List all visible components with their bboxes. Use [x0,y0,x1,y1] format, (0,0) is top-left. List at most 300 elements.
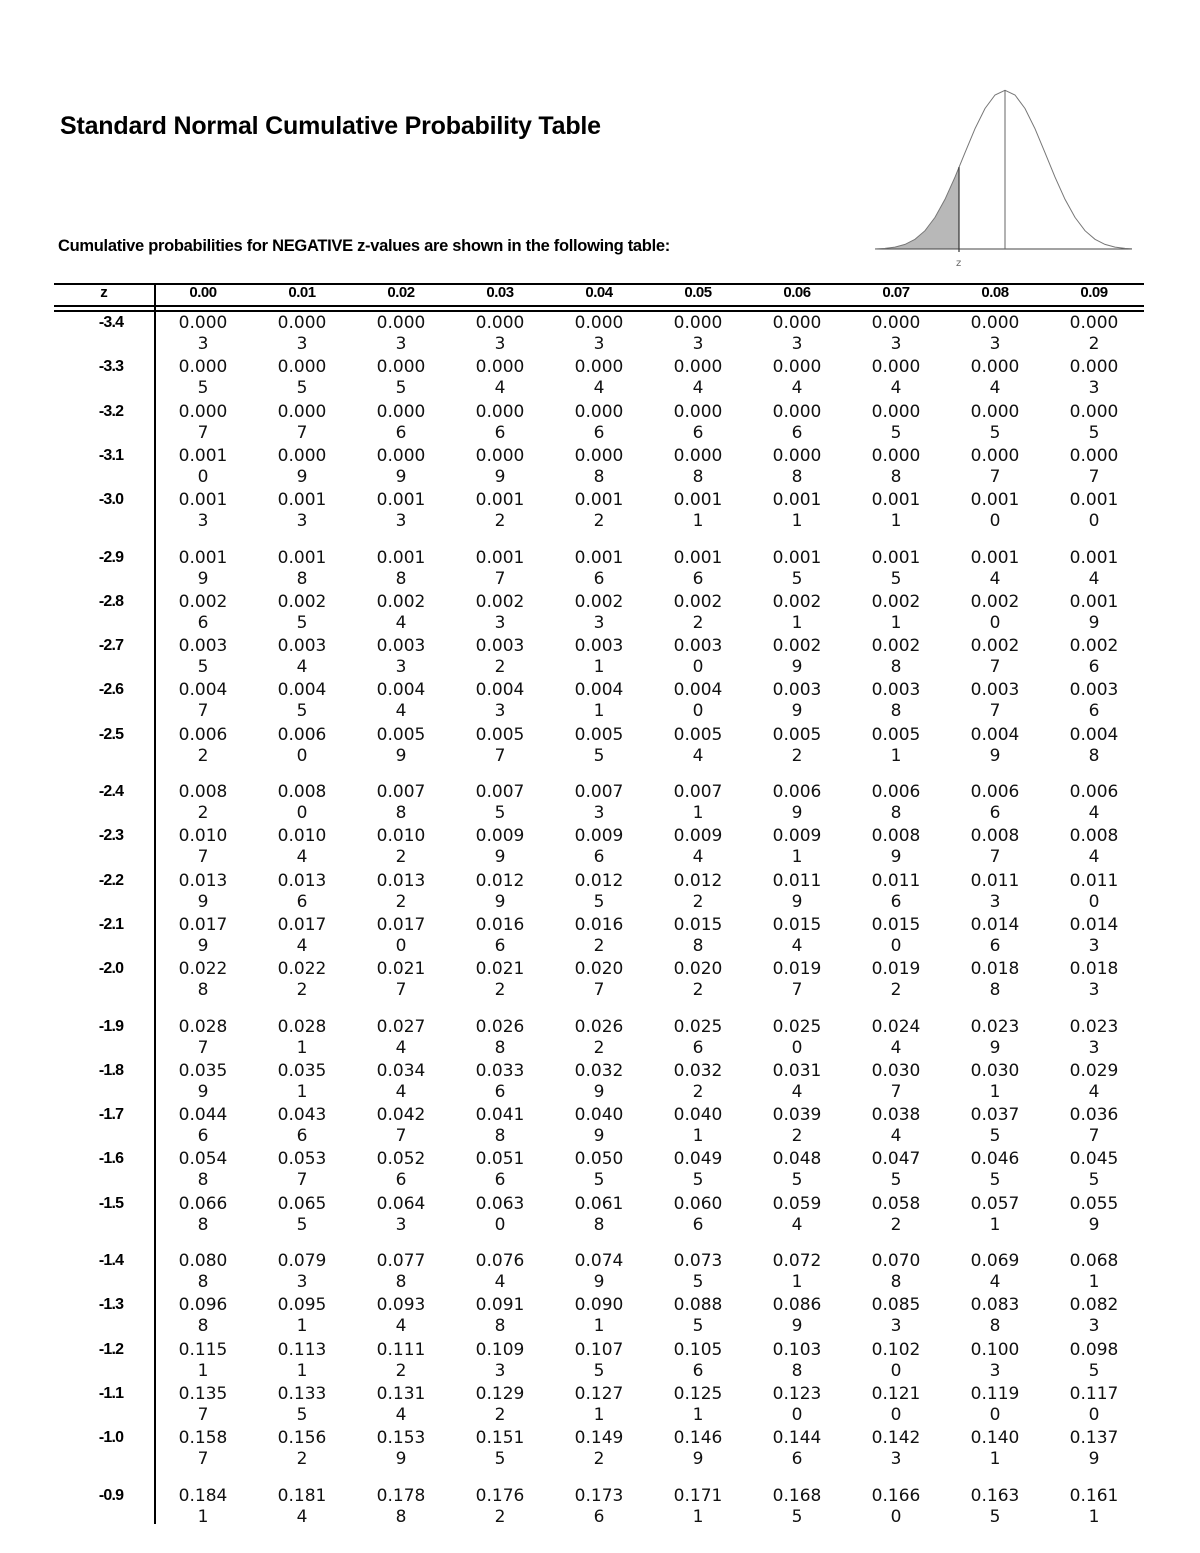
z-value-cell: -2.4 [98,783,124,800]
probability-cell: 0.004 9 [970,724,1020,766]
column-header: 0.07 [882,284,910,301]
probability-cell: 0.000 3 [475,313,525,354]
z-value-cell: -1.2 [98,1340,124,1358]
table-row [54,1017,1144,1061]
probability-cell: 0.004 0 [673,680,723,722]
probability-cell: 0.003 0 [673,636,723,678]
table-row [54,592,1144,636]
column-header: 0.01 [288,284,316,301]
probability-cell: 0.023 9 [970,1016,1020,1058]
probability-cell: 0.001 0 [970,490,1020,532]
probability-cell: 0.000 7 [970,445,1020,487]
probability-cell: 0.002 6 [1069,636,1119,678]
probability-cell: 0.121 0 [871,1383,921,1425]
table-row [54,548,1144,592]
column-header: 0.09 [1080,284,1108,301]
probability-cell: 0.019 7 [772,959,822,1001]
probability-cell: 0.181 4 [277,1485,327,1527]
probability-cell: 0.002 3 [475,591,525,633]
probability-cell: 0.010 4 [277,826,327,868]
probability-cell: 0.043 6 [277,1105,327,1147]
probability-cell: 0.000 3 [574,313,624,354]
probability-cell: 0.001 8 [277,547,327,589]
probability-cell: 0.011 9 [772,870,822,912]
table-row [54,636,1144,680]
probability-cell: 0.004 8 [1069,724,1119,766]
probability-cell: 0.096 8 [178,1295,228,1337]
probability-cell: 0.137 9 [1069,1428,1119,1470]
probability-cell: 0.004 7 [178,680,228,722]
probability-cell: 0.046 5 [970,1149,1020,1191]
probability-cell: 0.006 0 [277,724,327,766]
z-table [54,284,1144,1527]
table-row [54,1486,1144,1530]
probability-cell: 0.012 5 [574,870,624,912]
probability-cell: 0.000 5 [871,401,921,443]
probability-cell: 0.008 9 [871,826,921,868]
table-row [54,446,1144,490]
probability-cell: 0.000 5 [1069,401,1119,443]
probability-cell: 0.054 8 [178,1149,228,1191]
probability-cell: 0.049 5 [673,1149,723,1191]
probability-cell: 0.030 7 [871,1060,921,1102]
probability-cell: 0.038 4 [871,1105,921,1147]
probability-cell: 0.041 8 [475,1105,525,1147]
probability-cell: 0.000 8 [574,445,624,487]
z-value-cell: -0.9 [98,1486,124,1504]
probability-cell: 0.184 1 [178,1485,228,1527]
probability-cell: 0.001 0 [1069,490,1119,532]
probability-cell: 0.001 5 [871,547,921,589]
probability-cell: 0.009 4 [673,826,723,868]
probability-cell: 0.005 1 [871,724,921,766]
probability-cell: 0.020 2 [673,959,723,1001]
probability-cell: 0.000 5 [970,401,1020,443]
probability-cell: 0.003 5 [178,636,228,678]
probability-cell: 0.095 1 [277,1295,327,1337]
probability-cell: 0.052 6 [376,1149,426,1191]
table-row [54,915,1144,959]
probability-cell: 0.073 5 [673,1251,723,1292]
probability-cell: 0.176 2 [475,1485,525,1527]
probability-cell: 0.002 5 [277,591,327,633]
probability-cell: 0.163 5 [970,1485,1020,1527]
probability-cell: 0.001 6 [673,547,723,589]
probability-cell: 0.001 9 [178,547,228,589]
probability-cell: 0.000 4 [871,357,921,399]
probability-cell: 0.013 9 [178,870,228,912]
table-row [54,1384,1144,1428]
probability-cell: 0.107 5 [574,1339,624,1381]
probability-cell: 0.115 1 [178,1339,228,1381]
probability-cell: 0.009 6 [574,826,624,868]
probability-cell: 0.021 7 [376,959,426,1001]
probability-cell: 0.105 6 [673,1339,723,1381]
probability-cell: 0.000 4 [475,357,525,399]
probability-cell: 0.044 6 [178,1105,228,1147]
probability-cell: 0.077 8 [376,1251,426,1292]
header-z: z [100,284,108,301]
probability-cell: 0.053 7 [277,1149,327,1191]
probability-cell: 0.005 5 [574,724,624,766]
probability-cell: 0.069 4 [970,1251,1020,1292]
probability-cell: 0.030 1 [970,1060,1020,1102]
table-row [54,357,1144,401]
probability-cell: 0.125 1 [673,1383,723,1425]
probability-cell: 0.028 1 [277,1016,327,1058]
probability-cell: 0.037 5 [970,1105,1020,1147]
probability-cell: 0.002 3 [574,591,624,633]
z-value-cell: -2.2 [98,871,124,889]
probability-cell: 0.003 1 [574,636,624,678]
probability-cell: 0.000 3 [871,313,921,354]
z-value-cell: -1.5 [98,1194,124,1212]
z-marker-label: z [956,258,962,269]
probability-cell: 0.015 0 [871,914,921,956]
probability-cell: 0.012 2 [673,870,723,912]
column-header: 0.08 [981,284,1009,301]
probability-cell: 0.004 4 [376,680,426,722]
probability-cell: 0.059 4 [772,1193,822,1235]
z-value-cell: -1.9 [98,1017,124,1035]
probability-cell: 0.006 8 [871,782,921,823]
table-row [54,782,1144,826]
probability-cell: 0.028 7 [178,1016,228,1058]
probability-cell: 0.000 7 [277,401,327,443]
probability-cell: 0.000 4 [772,357,822,399]
probability-cell: 0.017 0 [376,914,426,956]
z-value-cell: -3.1 [98,446,124,464]
probability-cell: 0.015 8 [673,914,723,956]
probability-cell: 0.001 1 [772,490,822,532]
probability-cell: 0.007 1 [673,782,723,823]
table-row [54,1428,1144,1472]
probability-cell: 0.091 8 [475,1295,525,1337]
probability-cell: 0.103 8 [772,1339,822,1381]
probability-cell: 0.000 3 [178,313,228,354]
probability-cell: 0.034 4 [376,1060,426,1102]
probability-cell: 0.135 7 [178,1383,228,1425]
table-row [54,402,1144,446]
probability-cell: 0.158 7 [178,1428,228,1470]
table-row [54,313,1144,357]
probability-cell: 0.057 1 [970,1193,1020,1235]
table-row [54,959,1144,1003]
z-value-cell: -1.4 [98,1252,124,1269]
probability-cell: 0.024 4 [871,1016,921,1058]
probability-cell: 0.001 1 [673,490,723,532]
probability-cell: 0.093 4 [376,1295,426,1337]
probability-cell: 0.063 0 [475,1193,525,1235]
probability-cell: 0.042 7 [376,1105,426,1147]
probability-cell: 0.005 7 [475,724,525,766]
table-row [54,871,1144,915]
probability-cell: 0.133 5 [277,1383,327,1425]
probability-cell: 0.173 6 [574,1485,624,1527]
probability-cell: 0.031 4 [772,1060,822,1102]
probability-cell: 0.013 6 [277,870,327,912]
probability-cell: 0.011 6 [871,870,921,912]
probability-cell: 0.001 0 [178,445,228,487]
z-value-cell: -2.5 [98,725,124,743]
probability-cell: 0.001 6 [574,547,624,589]
probability-cell: 0.002 7 [970,636,1020,678]
z-value-cell: -2.1 [98,915,124,933]
probability-cell: 0.004 5 [277,680,327,722]
probability-cell: 0.017 4 [277,914,327,956]
probability-cell: 0.168 5 [772,1485,822,1527]
probability-cell: 0.001 5 [772,547,822,589]
probability-cell: 0.070 8 [871,1251,921,1292]
probability-cell: 0.023 3 [1069,1016,1119,1058]
column-header: 0.02 [387,284,415,301]
probability-cell: 0.072 1 [772,1251,822,1292]
table-row [54,826,1144,870]
z-value-cell: -2.3 [98,827,124,845]
probability-cell: 0.151 5 [475,1428,525,1470]
normal-curve-illustration [870,82,1135,272]
probability-cell: 0.001 2 [475,490,525,532]
probability-cell: 0.090 1 [574,1295,624,1337]
probability-cell: 0.098 5 [1069,1339,1119,1381]
probability-cell: 0.017 9 [178,914,228,956]
table-row [54,1251,1144,1295]
probability-cell: 0.000 5 [376,357,426,399]
probability-cell: 0.076 4 [475,1251,525,1292]
probability-cell: 0.002 1 [871,591,921,633]
column-header: 0.00 [189,284,217,301]
probability-cell: 0.008 7 [970,826,1020,868]
probability-cell: 0.003 8 [871,680,921,722]
probability-cell: 0.020 7 [574,959,624,1001]
z-value-cell: -1.6 [98,1150,124,1168]
probability-cell: 0.142 3 [871,1428,921,1470]
probability-cell: 0.015 4 [772,914,822,956]
probability-cell: 0.005 4 [673,724,723,766]
probability-cell: 0.045 5 [1069,1149,1119,1191]
probability-cell: 0.058 2 [871,1193,921,1235]
probability-cell: 0.065 5 [277,1193,327,1235]
probability-cell: 0.025 0 [772,1016,822,1058]
probability-cell: 0.010 2 [376,826,426,868]
probability-cell: 0.007 8 [376,782,426,823]
probability-cell: 0.144 6 [772,1428,822,1470]
probability-cell: 0.002 8 [871,636,921,678]
probability-cell: 0.022 8 [178,959,228,1001]
probability-cell: 0.000 3 [970,313,1020,354]
probability-cell: 0.109 3 [475,1339,525,1381]
column-header: 0.05 [684,284,712,301]
probability-cell: 0.000 3 [673,313,723,354]
probability-cell: 0.000 3 [772,313,822,354]
probability-cell: 0.002 6 [178,591,228,633]
probability-cell: 0.035 1 [277,1060,327,1102]
probability-cell: 0.006 4 [1069,782,1119,823]
probability-cell: 0.013 2 [376,870,426,912]
z-value-cell: -1.7 [98,1106,124,1124]
z-value-cell: -1.0 [98,1429,124,1447]
probability-cell: 0.018 3 [1069,959,1119,1001]
probability-cell: 0.000 6 [376,401,426,443]
probability-cell: 0.000 5 [277,357,327,399]
probability-cell: 0.064 3 [376,1193,426,1235]
probability-cell: 0.048 5 [772,1149,822,1191]
z-value-cell: -3.0 [98,491,124,509]
table-row [54,1061,1144,1105]
probability-cell: 0.149 2 [574,1428,624,1470]
probability-cell: 0.000 9 [376,445,426,487]
probability-cell: 0.019 2 [871,959,921,1001]
probability-cell: 0.066 8 [178,1193,228,1235]
probability-cell: 0.002 0 [970,591,1020,633]
probability-cell: 0.012 9 [475,870,525,912]
probability-cell: 0.006 2 [178,724,228,766]
probability-cell: 0.129 2 [475,1383,525,1425]
probability-cell: 0.123 0 [772,1383,822,1425]
probability-cell: 0.025 6 [673,1016,723,1058]
probability-cell: 0.039 2 [772,1105,822,1147]
probability-cell: 0.171 1 [673,1485,723,1527]
probability-cell: 0.000 9 [277,445,327,487]
z-value-cell: -2.8 [98,592,124,610]
probability-cell: 0.016 6 [475,914,525,956]
probability-cell: 0.001 9 [1069,591,1119,633]
probability-cell: 0.079 3 [277,1251,327,1292]
probability-cell: 0.000 4 [970,357,1020,399]
probability-cell: 0.074 9 [574,1251,624,1292]
probability-cell: 0.002 2 [673,591,723,633]
probability-cell: 0.011 3 [970,870,1020,912]
probability-cell: 0.050 5 [574,1149,624,1191]
probability-cell: 0.032 2 [673,1060,723,1102]
probability-cell: 0.102 0 [871,1339,921,1381]
probability-cell: 0.003 4 [277,636,327,678]
probability-cell: 0.000 3 [277,313,327,354]
probability-cell: 0.000 9 [475,445,525,487]
z-value-cell: -2.7 [98,637,124,655]
probability-cell: 0.001 8 [376,547,426,589]
table-row [54,1295,1144,1339]
probability-cell: 0.003 7 [970,680,1020,722]
probability-cell: 0.166 0 [871,1485,921,1527]
probability-cell: 0.009 1 [772,826,822,868]
density-curve [875,90,1132,249]
probability-cell: 0.005 2 [772,724,822,766]
probability-cell: 0.014 3 [1069,914,1119,956]
column-header: 0.04 [585,284,613,301]
probability-cell: 0.000 8 [673,445,723,487]
table-row [54,680,1144,724]
probability-cell: 0.040 1 [673,1105,723,1147]
probability-cell: 0.006 9 [772,782,822,823]
probability-cell: 0.021 2 [475,959,525,1001]
probability-cell: 0.127 1 [574,1383,624,1425]
z-value-cell: -2.6 [98,681,124,699]
probability-cell: 0.026 2 [574,1016,624,1058]
probability-cell: 0.003 3 [376,636,426,678]
probability-cell: 0.086 9 [772,1295,822,1337]
probability-cell: 0.111 2 [376,1339,426,1381]
probability-cell: 0.036 7 [1069,1105,1119,1147]
probability-cell: 0.080 8 [178,1251,228,1292]
z-value-cell: -1.3 [98,1296,124,1314]
probability-cell: 0.008 2 [178,782,228,823]
z-value-cell: -3.3 [98,358,124,376]
z-value-cell: -3.4 [98,314,124,331]
probability-cell: 0.000 8 [772,445,822,487]
probability-cell: 0.002 9 [772,636,822,678]
probability-cell: 0.006 6 [970,782,1020,823]
probability-cell: 0.061 8 [574,1193,624,1235]
probability-cell: 0.146 9 [673,1428,723,1470]
table-row [54,1340,1144,1384]
probability-cell: 0.002 1 [772,591,822,633]
z-value-cell: -1.8 [98,1061,124,1079]
probability-cell: 0.000 5 [178,357,228,399]
probability-cell: 0.000 4 [673,357,723,399]
probability-cell: 0.001 4 [1069,547,1119,589]
probability-cell: 0.009 9 [475,826,525,868]
probability-cell: 0.008 4 [1069,826,1119,868]
probability-cell: 0.000 6 [475,401,525,443]
z-value-cell: -1.1 [98,1384,124,1402]
probability-cell: 0.029 4 [1069,1060,1119,1102]
table-header-rule-2 [54,310,1144,312]
probability-cell: 0.018 8 [970,959,1020,1001]
probability-cell: 0.060 6 [673,1193,723,1235]
probability-cell: 0.000 7 [178,401,228,443]
probability-cell: 0.040 9 [574,1105,624,1147]
column-header: 0.03 [486,284,514,301]
probability-cell: 0.011 0 [1069,870,1119,912]
z-value-cell: -3.2 [98,402,124,420]
probability-cell: 0.055 9 [1069,1193,1119,1235]
probability-cell: 0.027 4 [376,1016,426,1058]
probability-cell: 0.140 1 [970,1428,1020,1470]
probability-cell: 0.010 7 [178,826,228,868]
probability-cell: 0.000 3 [376,313,426,354]
probability-cell: 0.000 6 [673,401,723,443]
probability-cell: 0.004 1 [574,680,624,722]
table-row [54,490,1144,534]
probability-cell: 0.117 0 [1069,1383,1119,1425]
probability-cell: 0.016 2 [574,914,624,956]
probability-cell: 0.000 6 [772,401,822,443]
probability-cell: 0.051 6 [475,1149,525,1191]
probability-cell: 0.008 0 [277,782,327,823]
table-row [54,1194,1144,1238]
table-caption: Cumulative probabilities for NEGATIVE z-values are shown in the following table: [58,237,670,255]
probability-cell: 0.000 8 [871,445,921,487]
column-header: 0.06 [783,284,811,301]
probability-cell: 0.000 6 [574,401,624,443]
table-row [54,725,1144,769]
probability-cell: 0.113 1 [277,1339,327,1381]
probability-cell: 0.119 0 [970,1383,1020,1425]
probability-cell: 0.100 3 [970,1339,1020,1381]
z-value-cell: -2.9 [98,548,124,566]
probability-cell: 0.001 3 [376,490,426,532]
probability-cell: 0.001 1 [871,490,921,532]
table-header-rule-1 [54,305,1144,307]
probability-cell: 0.156 2 [277,1428,327,1470]
probability-cell: 0.007 3 [574,782,624,823]
probability-cell: 0.000 7 [1069,445,1119,487]
probability-cell: 0.002 4 [376,591,426,633]
probability-cell: 0.022 2 [277,959,327,1001]
probability-cell: 0.161 1 [1069,1485,1119,1527]
z-value-cell: -2.0 [98,960,124,978]
